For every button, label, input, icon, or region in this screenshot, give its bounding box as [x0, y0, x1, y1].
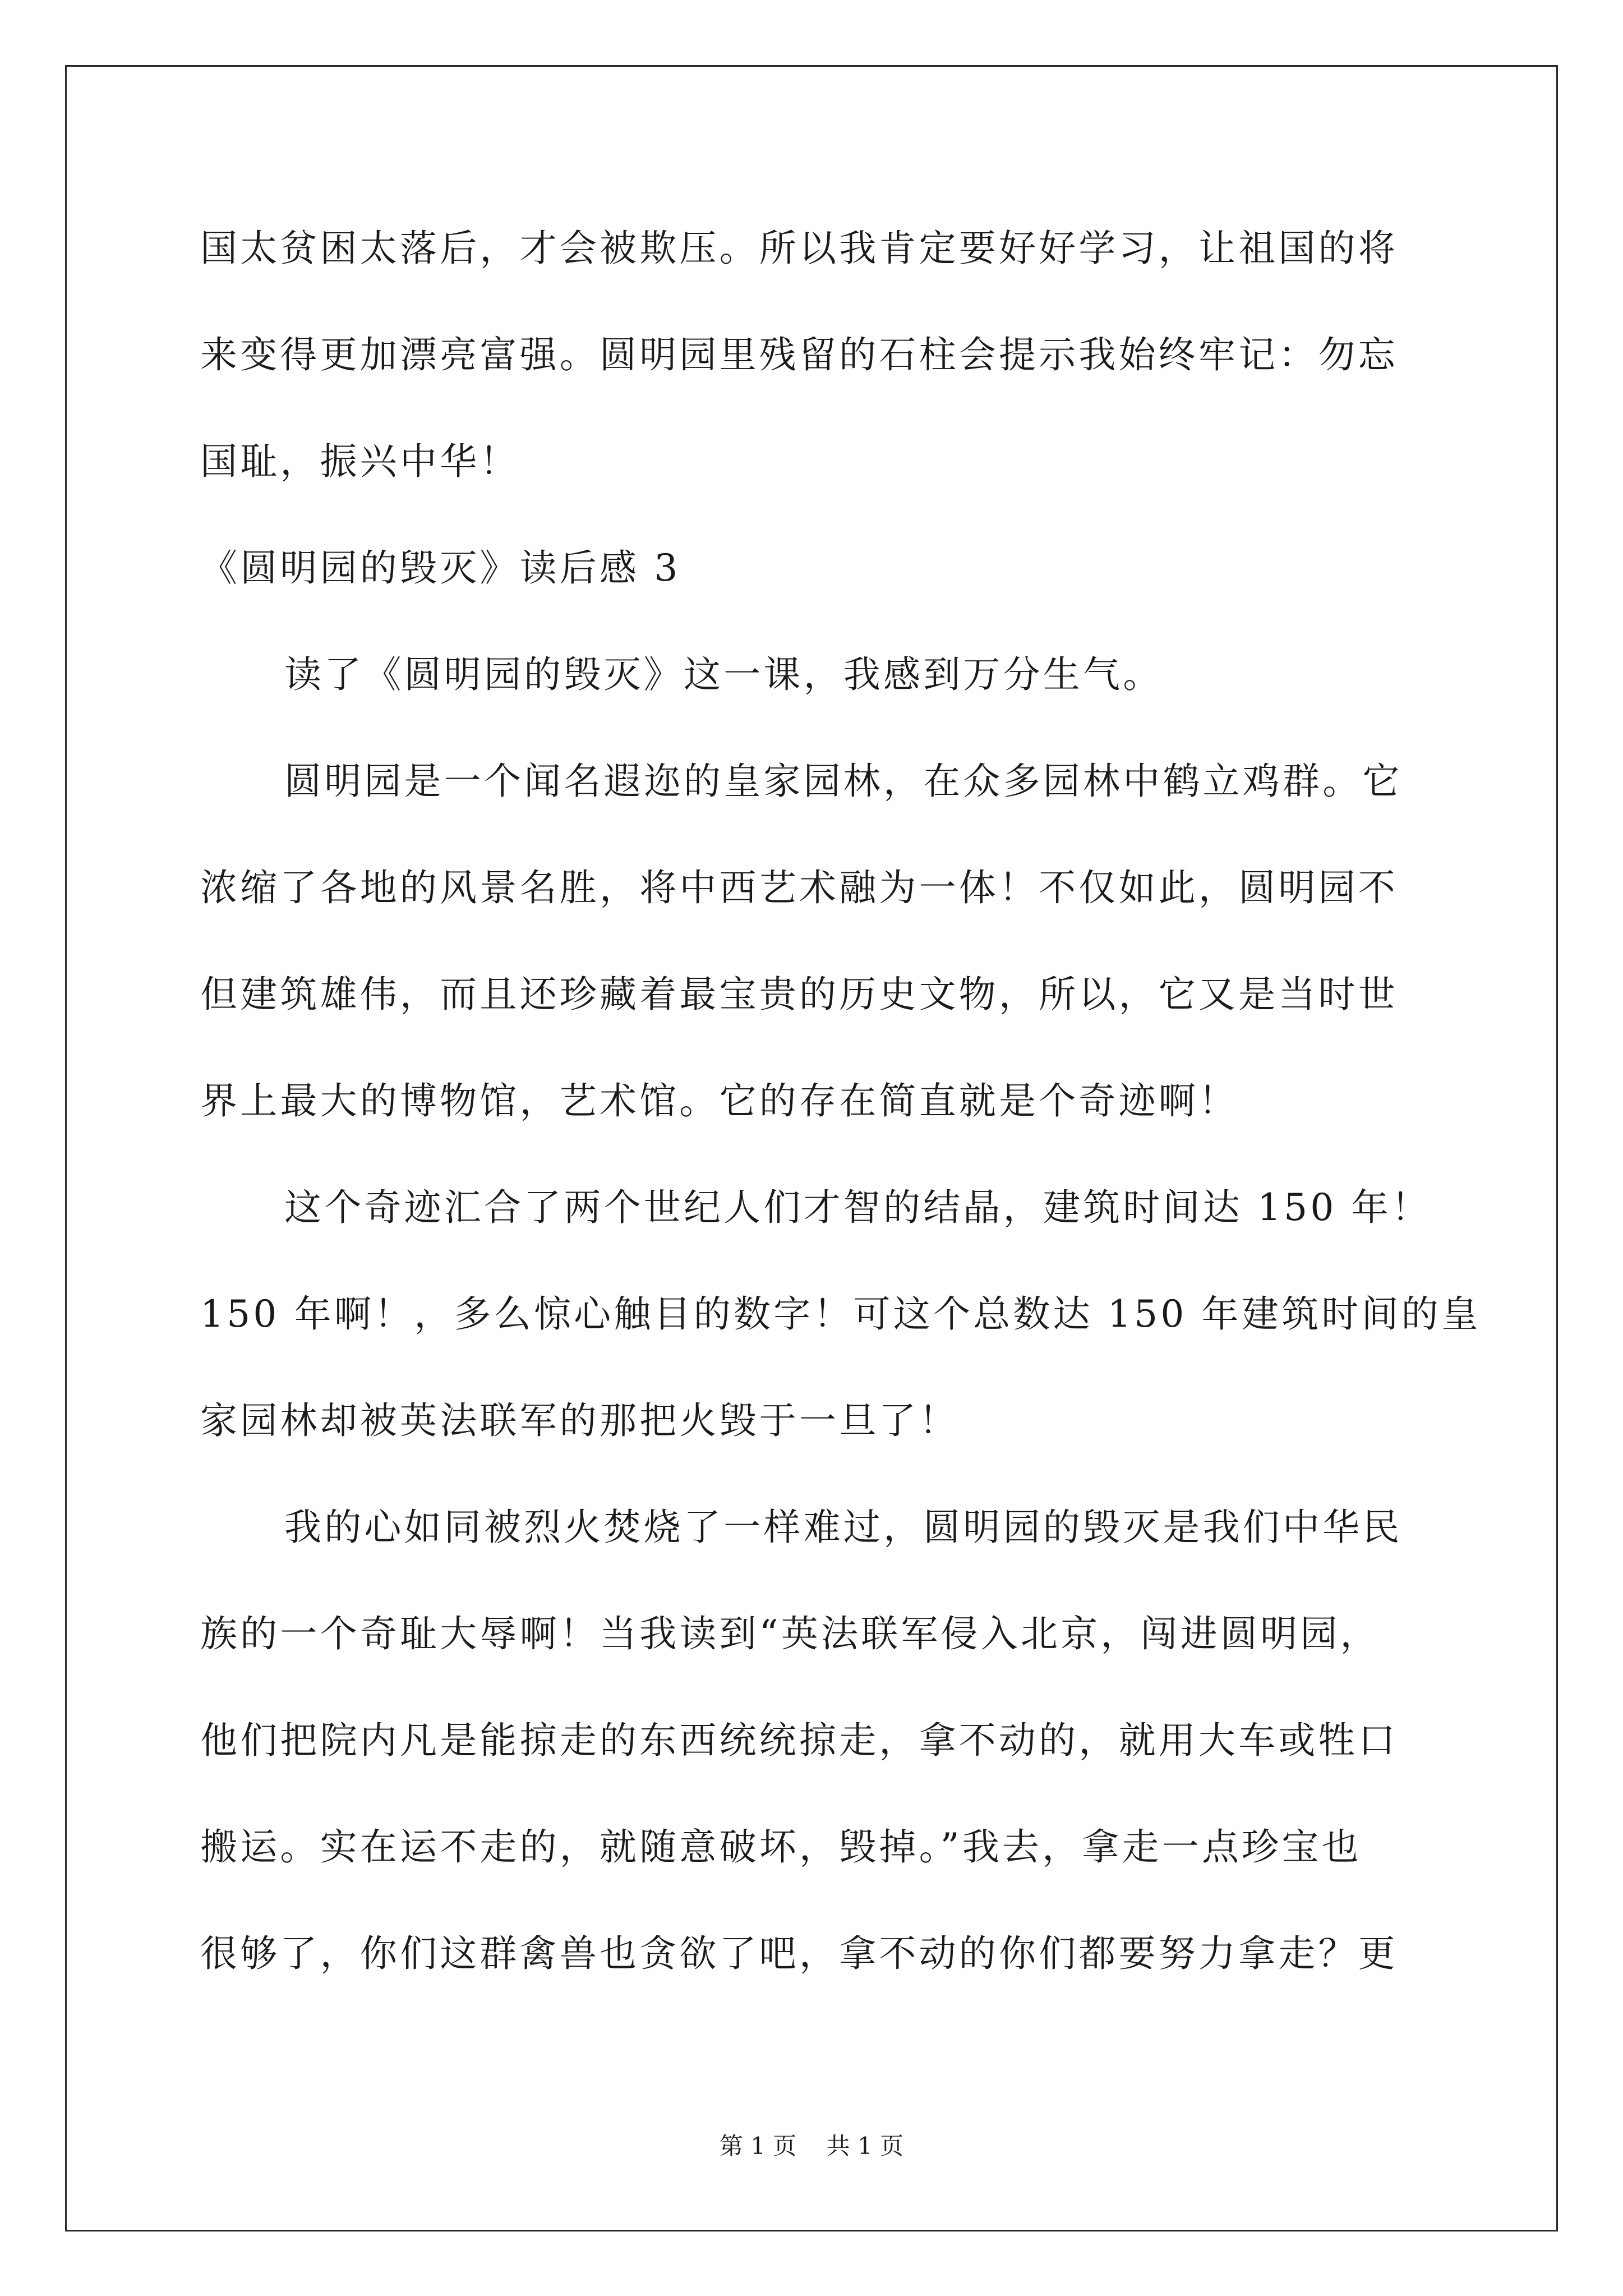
text-line: 但建筑雄伟，而且还珍藏着最宝贵的历史文物，所以，它又是当时世 [200, 973, 1398, 1016]
text-line: 浓缩了各地的风景名胜，将中西艺术融为一体！不仅如此，圆明园不 [200, 866, 1398, 909]
paragraph-first-line: 读了《圆明园的毁灭》这一课，我感到万分生气。 [284, 653, 1163, 696]
text-line: 150 年啊！，多么惊心触目的数字！可这个总数达 150 年建筑时间的皇 [200, 1292, 1482, 1336]
paragraph-first-line: 圆明园是一个闻名遐迩的皇家园林，在众多园林中鹤立鸡群。它 [284, 760, 1403, 803]
document-body [200, 218, 1482, 2030]
text-line: 族的一个奇耻大辱啊！当我读到“英法联军侵入北京，闯进圆明园， [200, 1612, 1380, 1655]
text-line: 来变得更加漂亮富强。圆明园里残留的石柱会提示我始终牢记：勿忘 [200, 333, 1398, 376]
text-line: 家园林却被英法联军的那把火毁于一旦了！ [200, 1399, 959, 1442]
section-heading: 《圆明园的毁灭》读后感 3 [200, 546, 681, 590]
page-number-total: 共 1 页 [826, 2132, 904, 2160]
paragraph-first-line: 这个奇迹汇合了两个世纪人们才智的结晶，建筑时间达 150 年！ [284, 1186, 1432, 1229]
paragraph-first-line: 我的心如同被烈火焚烧了一样难过，圆明园的毁灭是我们中华民 [284, 1506, 1403, 1549]
page-number-current: 第 1 页 [719, 2132, 797, 2160]
text-line: 国太贫困太落后，才会被欺压。所以我肯定要好好学习，让祖国的将 [200, 227, 1398, 270]
text-line: 界上最大的博物馆，艺术馆。它的存在简直就是个奇迹啊！ [200, 1079, 1239, 1122]
text-line: 很够了，你们这群禽兽也贪欲了吧，拿不动的你们都要努力拿走？更 [200, 1932, 1398, 1975]
page-footer [0, 2129, 1623, 2163]
text-line: 搬运。实在运不走的，就随意破坏，毁掉。”我去，拿走一点珍宝也 [200, 1825, 1362, 1869]
text-line: 国耻，振兴中华！ [200, 440, 520, 483]
text-line: 他们把院内凡是能掠走的东西统统掠走，拿不动的，就用大车或牲口 [200, 1719, 1398, 1762]
